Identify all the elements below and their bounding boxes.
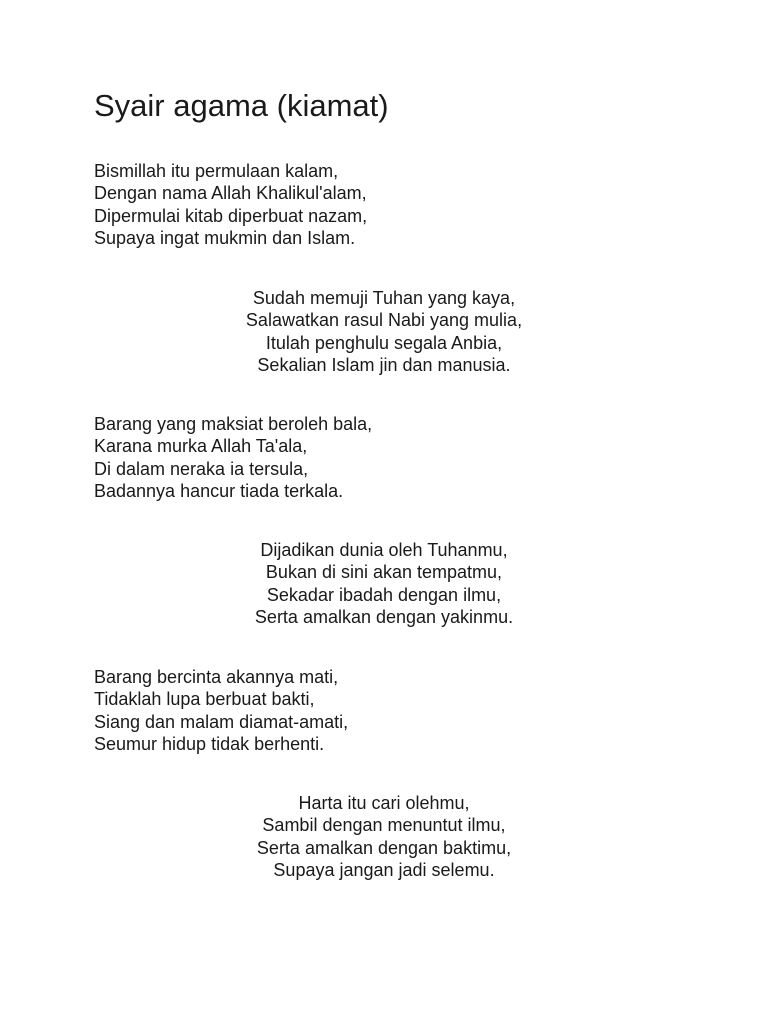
stanza-line: Bukan di sini akan tempatmu, [265,562,503,583]
stanza-6 [184,792,584,881]
stanza-line: Siang dan malam diamat-amati, [94,711,349,732]
stanza-line: Dijadikan dunia oleh Tuhanmu, [260,540,508,560]
stanza-3 [94,413,372,502]
page-title: Syair agama (kiamat) [94,88,389,123]
stanza-4 [184,539,584,628]
stanza-line: Sekadar ibadah dengan ilmu, [266,584,502,605]
stanza-line: Serta amalkan dengan yakinmu. [254,606,514,627]
stanza-line: Itulah penghulu segala Anbia, [265,332,503,353]
stanza-line: Tidaklah lupa berbuat bakti, [94,689,315,710]
stanza-line: Karana murka Allah Ta'ala, [94,436,308,457]
stanza-5 [94,666,348,755]
stanza-line: Sudah memuji Tuhan yang kaya, [252,288,516,308]
stanza-line: Supaya ingat mukmin dan Islam. [94,227,356,248]
stanza-line: Barang bercinta akannya mati, [94,667,339,687]
stanza-line: Di dalam neraka ia tersula, [94,458,309,479]
stanza-line: Supaya jangan jadi selemu. [273,859,495,880]
stanza-line: Dengan nama Allah Khalikul'alam, [94,183,367,204]
stanza-line: Sekalian Islam jin dan manusia. [257,354,511,375]
stanza-line: Harta itu cari olehmu, [298,793,470,813]
stanza-1 [94,160,367,249]
stanza-line: Dipermulai kitab diperbuat nazam, [94,205,368,226]
stanza-line: Badannya hancur tiada terkala. [94,480,344,501]
stanza-line: Serta amalkan dengan baktimu, [256,837,512,858]
stanza-line: Sambil dengan menuntut ilmu, [262,815,506,836]
stanza-line: Bismillah itu permulaan kalam, [94,161,339,181]
stanza-line: Seumur hidup tidak berhenti. [94,733,325,754]
stanza-2 [184,287,584,376]
stanza-line: Salawatkan rasul Nabi yang mulia, [245,310,523,331]
stanza-line: Barang yang maksiat beroleh bala, [94,414,373,434]
